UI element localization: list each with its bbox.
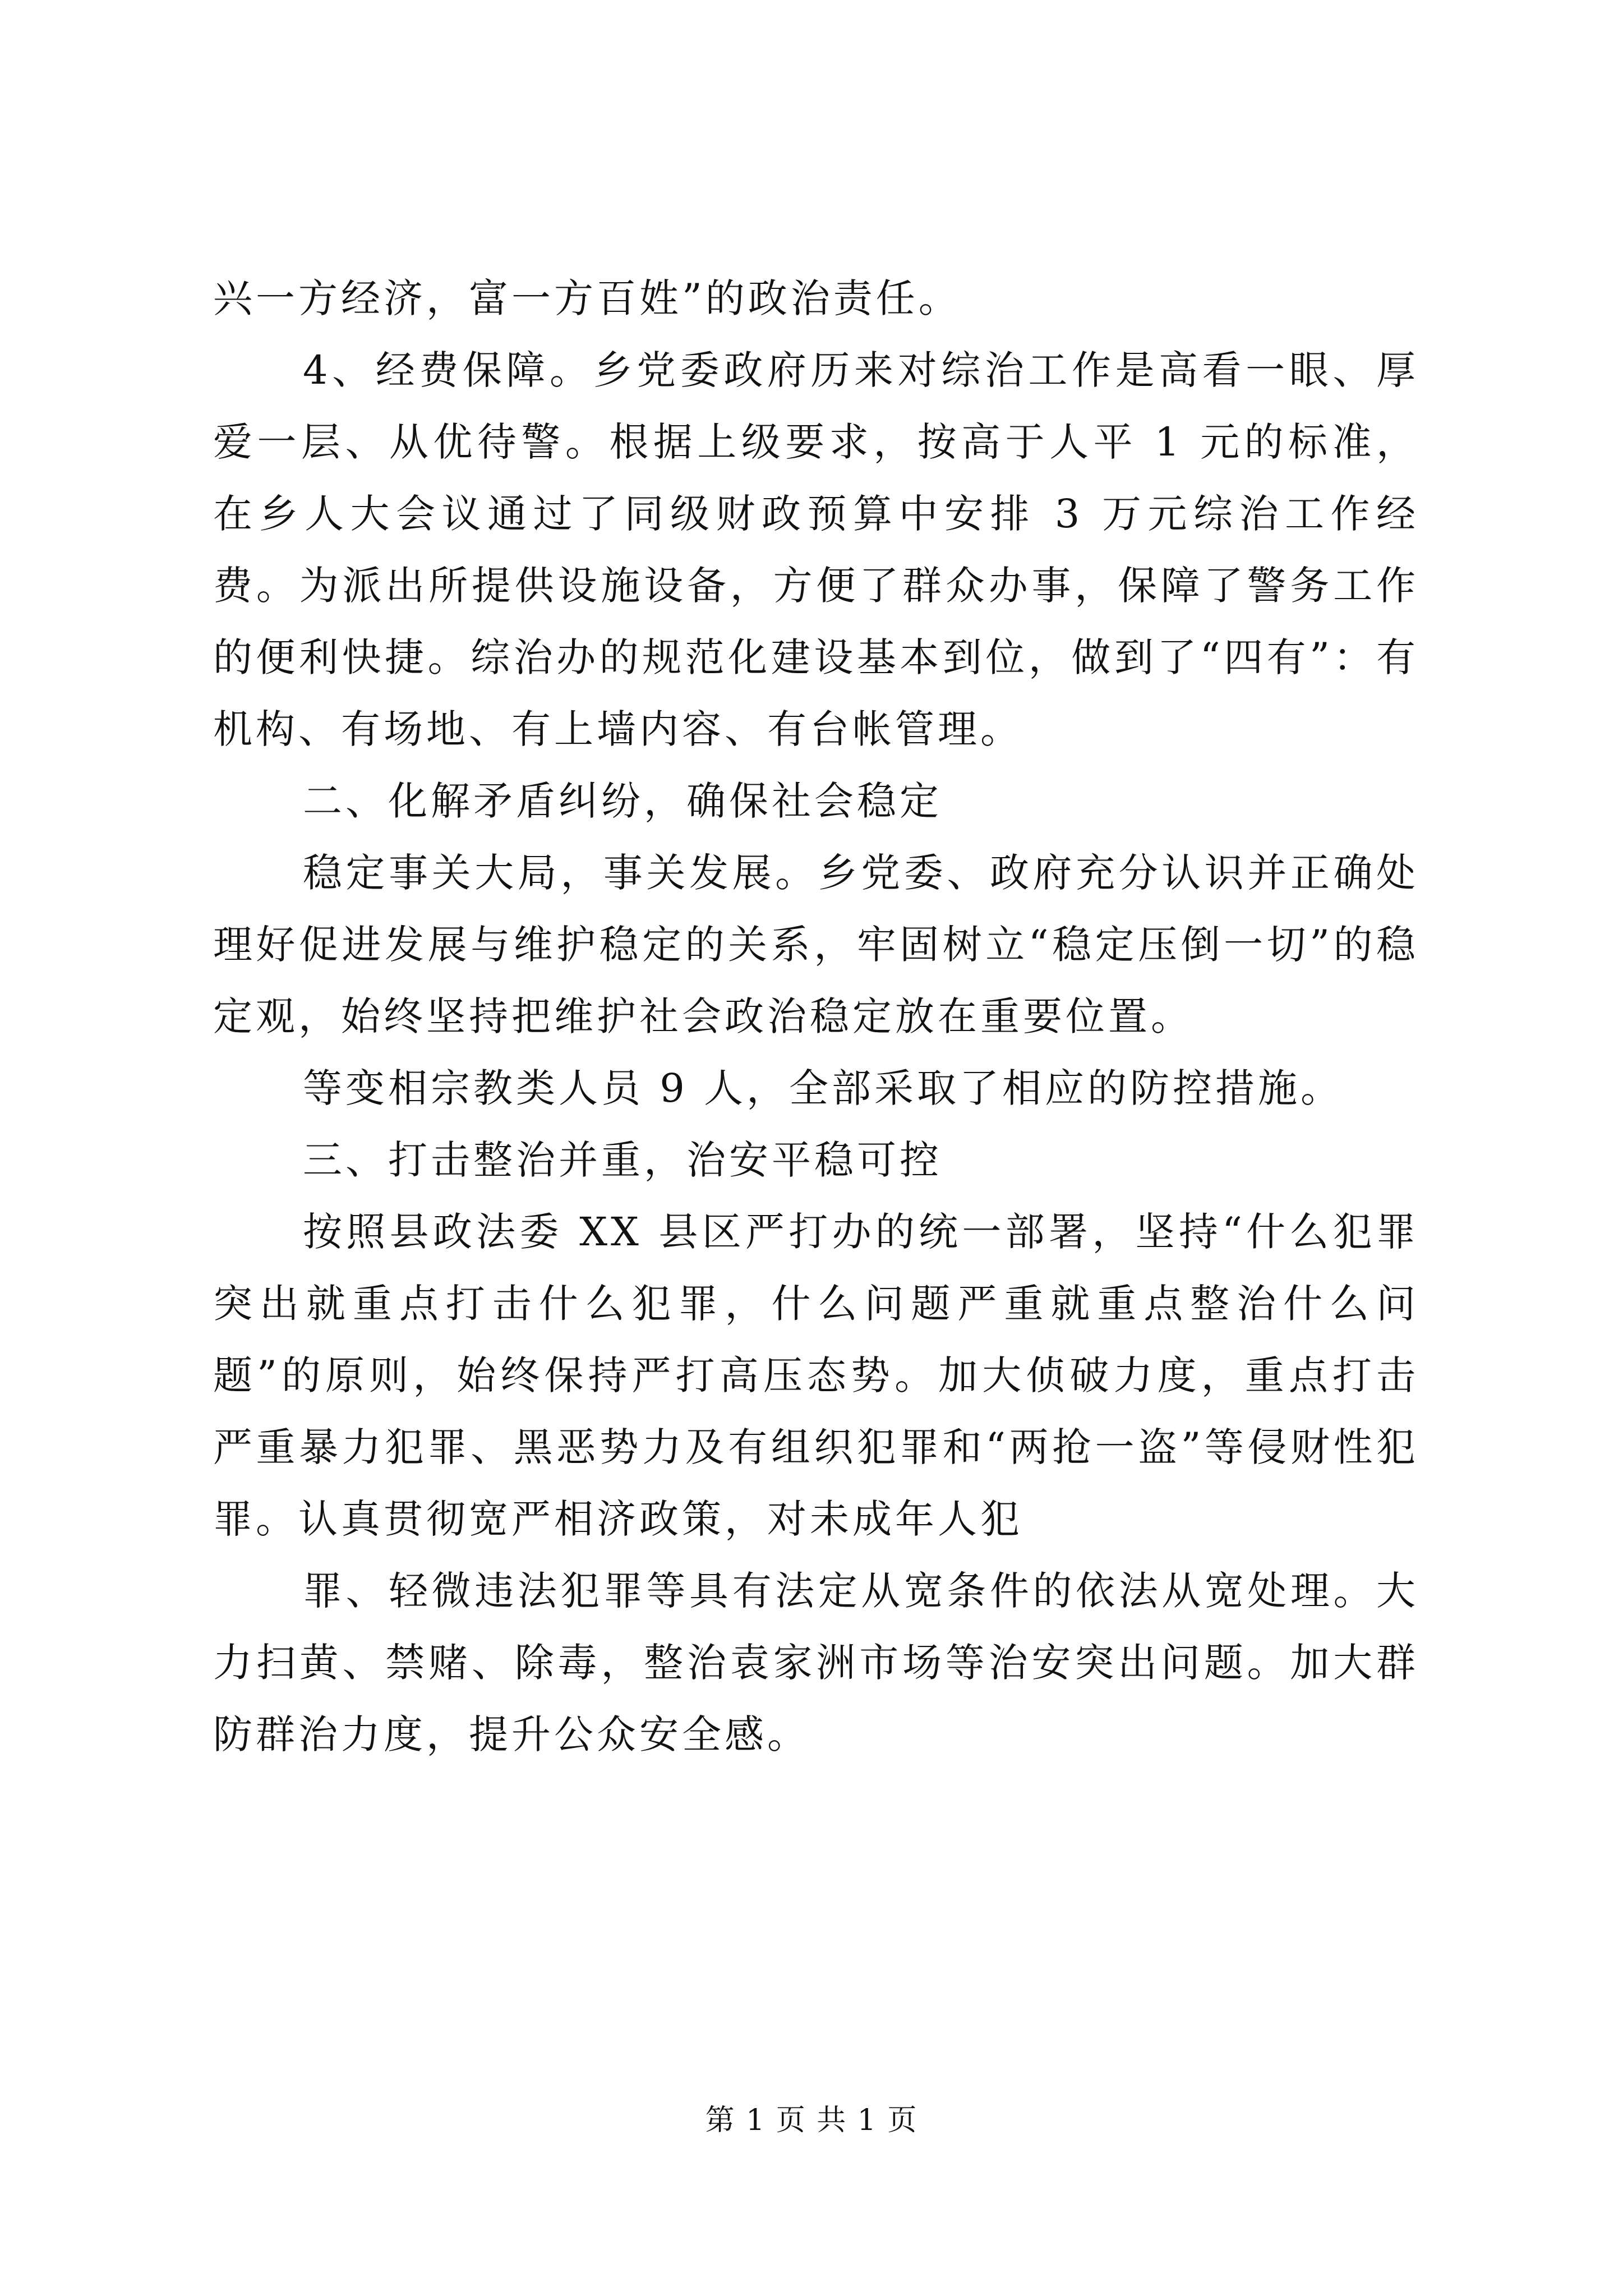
document-body	[213, 263, 1419, 1770]
paragraph-5: 按照县政法委 XX 县区严打办的统一部署，坚持“什么犯罪突出就重点打击什么犯罪，什么问题严重就重点整治什么问题”的原则，始终保持严打高压态势。加大侦破力度，重点打击严重暴力犯罪、黑恶势力及有组织犯罪和“两抢一盗”等侵财性犯罪。认真贯彻宽严相济政策，对未成年人犯	[213, 1209, 1419, 1542]
paragraph-3: 稳定事关大局，事关发展。乡党委、政府充分认识并正确处理好促进发展与维护稳定的关系，牢固树立“稳定压倒一切”的稳定观，始终坚持把维护社会政治稳定放在重要位置。	[213, 850, 1419, 1039]
section-heading-3: 三、打击整治并重，治安平稳可控	[303, 1137, 942, 1183]
paragraph-2: 4、经费保障。乡党委政府历来对综治工作是高看一眼、厚爱一层、从优待警。根据上级要求，按高于人平 1 元的标准，在乡人大会议通过了同级财政预算中安排 3 万元综治工作经费。为派出所提供设施设备，方便了群众办事，保障了警务工作的便利快捷。综治办的规范化建设基本到位，做到了“四有”：有机构、有场地、有上墙内容、有台帐管理。	[213, 347, 1419, 752]
section-heading-2: 二、化解矛盾纠纷，确保社会稳定	[303, 778, 942, 824]
page-footer: 第 1 页 共 1 页	[705, 2104, 918, 2137]
paragraph-1: 兴一方经济，富一方百姓”的政治责任。	[213, 275, 961, 321]
paragraph-4: 等变相宗教类人员 9 人，全部采取了相应的防控措施。	[303, 1065, 1344, 1111]
paragraph-6: 罪、轻微违法犯罪等具有法定从宽条件的依法从宽处理。大力扫黄、禁赌、除毒，整治袁家洲市场等治安突出问题。加大群防群治力度，提升公众安全感。	[213, 1568, 1419, 1757]
